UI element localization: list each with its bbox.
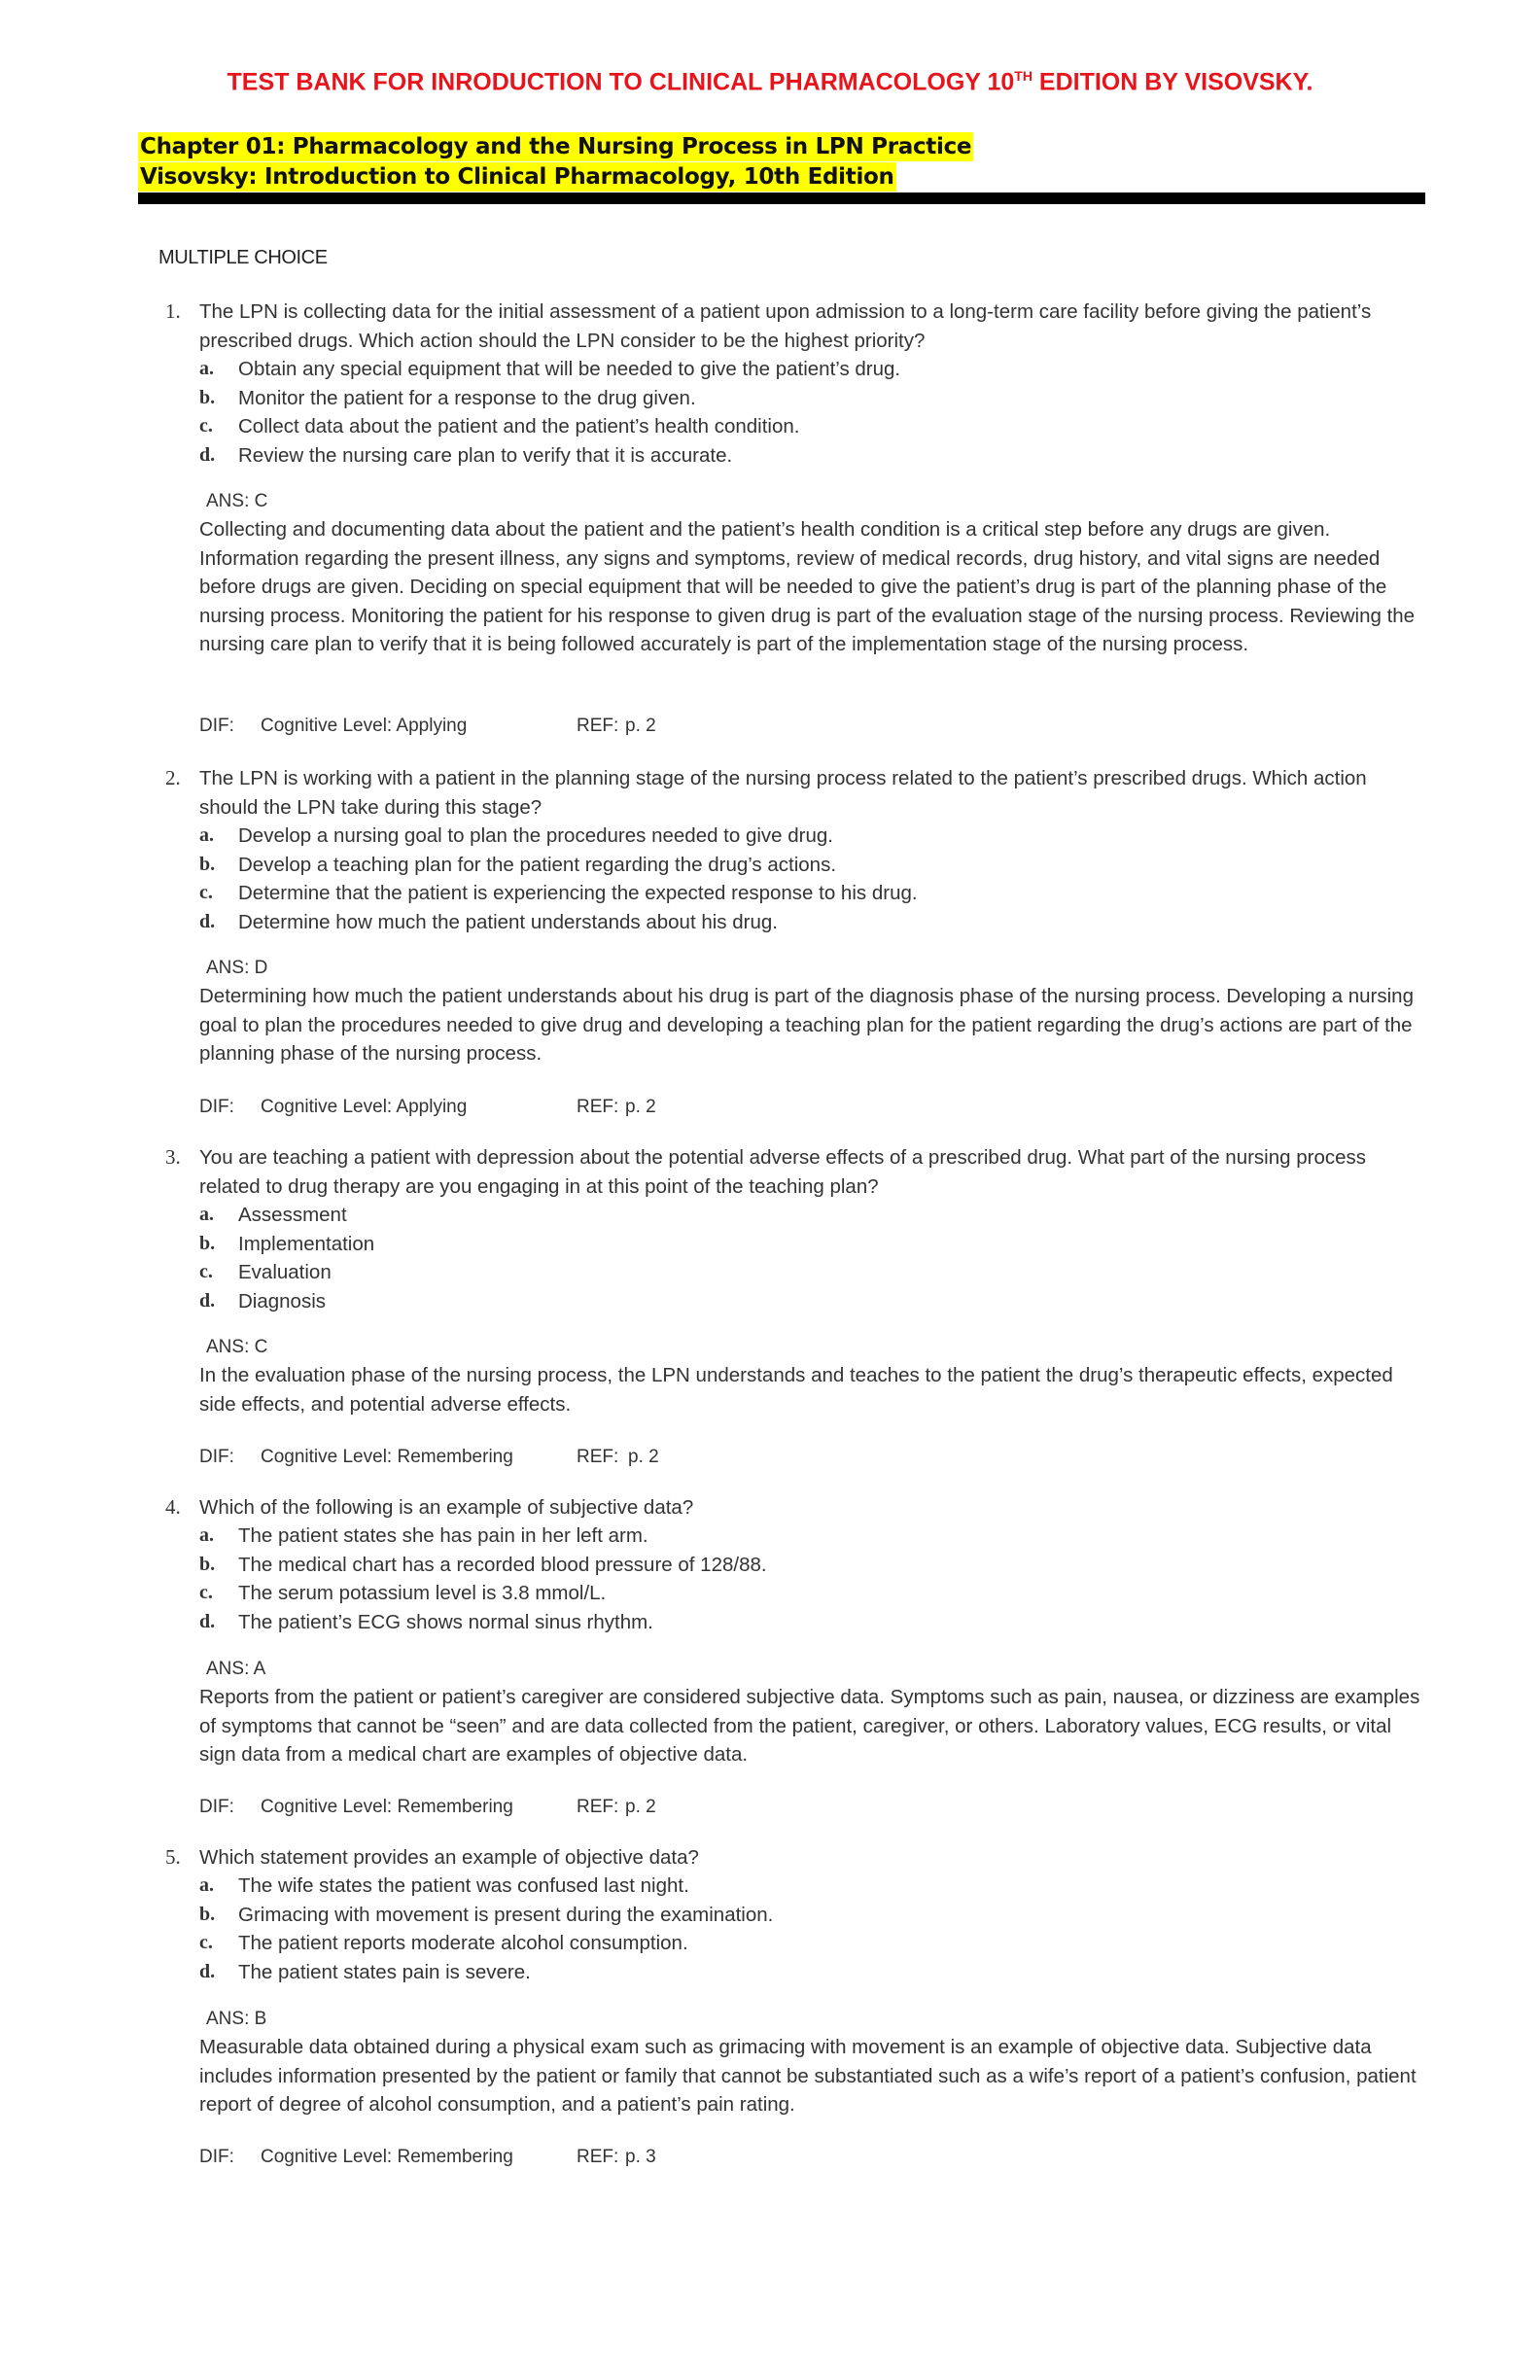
option-text: Grimacing with movement is present during the examination. <box>238 1903 774 1926</box>
option-list <box>0 1872 1540 1986</box>
title-end: EDITION BY VISOVSKY. <box>1032 68 1313 96</box>
option-letter: a. <box>199 824 214 846</box>
option-d <box>0 1287 1540 1316</box>
option-text: Monitor the patient for a response to the drug given. <box>238 386 696 409</box>
option-text: Diagnosis <box>238 1289 327 1312</box>
dif-label: DIF: <box>199 2147 234 2167</box>
option-letter: b. <box>199 1553 216 1575</box>
option-list <box>0 355 1540 470</box>
document-title <box>0 68 1540 96</box>
option-b <box>0 1551 1540 1580</box>
option-text: The medical chart has a recorded blood pressure of 128/88. <box>238 1553 767 1576</box>
option-letter: c. <box>199 1932 213 1953</box>
dif-value: Cognitive Level: Applying <box>261 716 468 736</box>
option-text: The patient states she has pain in her left arm. <box>238 1524 648 1547</box>
option-letter: d. <box>199 1610 216 1632</box>
option-c <box>0 1579 1540 1608</box>
rationale: Determining how much the patient understands about his drug is part of the diagnosis phase of the nursing process. Developing a nursing goal to plan the procedures needed to give drug and developing a teaching plan for the patient regarding the drug’s actions are part of the planning phase of the nursing process. <box>199 985 1414 1065</box>
option-text: The serum potassium level is 3.8 mmol/L. <box>238 1582 607 1604</box>
option-letter: d. <box>199 1289 216 1312</box>
question-stem: Which statement provides an example of objective data? <box>199 1846 699 1869</box>
question-number: 3. <box>165 1145 181 1169</box>
question-number: 2. <box>165 766 181 789</box>
question-number: 4. <box>165 1495 181 1519</box>
option-list <box>0 1201 1540 1315</box>
question-stem: You are teaching a patient with depression about the potential adverse effects of a prescribed drug. What part of the nursing process related to drug therapy are you engaging in at this point of the teaching plan? <box>199 1146 1367 1198</box>
option-text: The patient reports moderate alcohol consumption. <box>238 1932 688 1954</box>
header-divider <box>138 192 1425 204</box>
answer-key: ANS: C <box>206 1337 268 1357</box>
option-list <box>0 822 1540 936</box>
option-a <box>0 1872 1540 1901</box>
title-main: TEST BANK FOR INRODUCTION TO CLINICAL PHARMACOLOGY 10 <box>227 68 1015 96</box>
dif-label: DIF: <box>199 1797 234 1817</box>
option-text: Assessment <box>238 1204 347 1226</box>
option-b <box>0 851 1540 880</box>
question-number: 1. <box>165 299 181 323</box>
option-letter: a. <box>199 358 214 379</box>
option-d <box>0 441 1540 471</box>
ref-value: p. 2 <box>625 716 656 736</box>
option-letter: b. <box>199 1903 216 1925</box>
option-text: Determine how much the patient understands about his drug. <box>238 910 778 933</box>
rationale: Reports from the patient or patient’s caregiver are considered subjective data. Symptoms such as pain, nausea, or dizziness are examples of symptoms that cannot be “seen” and are data collected from the patient, caregiver, or others. Laboratory values, ECG results, or vital sign data from a medical chart are examples of objective data. <box>199 1686 1420 1766</box>
ref-value: p. 2 <box>628 1447 659 1467</box>
option-letter: d. <box>199 1960 216 1982</box>
answer-key: ANS: B <box>206 2009 267 2029</box>
question-stem: The LPN is collecting data for the initial assessment of a patient upon admission to a long-term care facility before giving the patient’s prescribed drugs. Which action should the LPN consider to be the highest priority? <box>199 300 1372 352</box>
option-c <box>0 1929 1540 1958</box>
option-d <box>0 1608 1540 1637</box>
option-a <box>0 355 1540 384</box>
option-text: Develop a nursing goal to plan the procedures needed to give drug. <box>238 824 834 847</box>
option-b <box>0 1230 1540 1259</box>
option-b <box>0 1901 1540 1930</box>
option-text: Obtain any special equipment that will be needed to give the patient’s drug. <box>238 358 901 380</box>
ref-label: REF: <box>577 2147 619 2167</box>
ref-label: REF: <box>577 1447 619 1467</box>
dif-value: Cognitive Level: Remembering <box>261 1447 513 1467</box>
option-a <box>0 1201 1540 1230</box>
option-d <box>0 908 1540 937</box>
question-stem: Which of the following is an example of subjective data? <box>199 1496 694 1519</box>
chapter-title: Chapter 01: Pharmacology and the Nursing Process in LPN Practice <box>140 134 972 159</box>
option-letter: b. <box>199 386 216 408</box>
option-letter: c. <box>199 1582 213 1603</box>
rationale: Collecting and documenting data about the patient and the patient’s health condition is a critical step before any drugs are given. Information regarding the present illness, any signs and symptoms, review of medical records, drug history, and vital signs are needed before drugs are given. Deciding on special equipment that will be needed to give the patient’s drug is part of the planning phase of the nursing process. Monitoring the patient for his response to given drug is part of the evaluation stage of the nursing process. Reviewing the nursing care plan to verify that it is being followed accurately is part of the implementation stage of the nursing process. <box>199 518 1416 655</box>
option-letter: a. <box>199 1524 214 1546</box>
option-text: The patient states pain is severe. <box>238 1960 531 1983</box>
option-letter: c. <box>199 882 213 903</box>
option-text: The patient’s ECG shows normal sinus rhythm. <box>238 1610 653 1633</box>
ref-value: p. 2 <box>625 1097 656 1117</box>
option-c <box>0 879 1540 908</box>
ref-label: REF: <box>577 1097 619 1117</box>
option-text: The wife states the patient was confused last night. <box>238 1874 689 1897</box>
option-a <box>0 822 1540 851</box>
dif-label: DIF: <box>199 1447 234 1467</box>
option-c <box>0 1258 1540 1287</box>
dif-value: Cognitive Level: Applying <box>261 1097 468 1117</box>
option-letter: b. <box>199 853 216 875</box>
ref-value: p. 2 <box>625 1797 656 1817</box>
chapter-heading <box>138 132 973 190</box>
option-a <box>0 1522 1540 1551</box>
rationale: Measurable data obtained during a physical exam such as grimacing with movement is an example of objective data. Subjective data includes information presented by the patient or family that cannot be substantiated such as a wife’s report of a patient’s confusion, patient report of degree of alcohol consumption, and a patient’s pain rating. <box>199 2036 1417 2116</box>
answer-key: ANS: A <box>206 1659 266 1679</box>
title-superscript: TH <box>1014 68 1032 84</box>
option-c <box>0 412 1540 441</box>
option-text: Evaluation <box>238 1261 332 1283</box>
ref-value: p. 3 <box>625 2147 656 2167</box>
answer-key: ANS: C <box>206 491 268 511</box>
option-letter: c. <box>199 1261 213 1282</box>
option-letter: d. <box>199 910 216 932</box>
option-letter: c. <box>199 415 213 437</box>
option-text: Implementation <box>238 1232 375 1255</box>
dif-label: DIF: <box>199 716 234 736</box>
option-letter: d. <box>199 443 216 466</box>
dif-value: Cognitive Level: Remembering <box>261 2147 513 2167</box>
question-stem: The LPN is working with a patient in the planning stage of the nursing process related to the patient’s prescribed drugs. Which action should the LPN take during this stage? <box>199 767 1367 819</box>
rationale: In the evaluation phase of the nursing process, the LPN understands and teaches to the patient the drug’s therapeutic effects, expected side effects, and potential adverse effects. <box>199 1364 1393 1416</box>
ref-label: REF: <box>577 716 619 736</box>
option-letter: b. <box>199 1232 216 1254</box>
ref-label: REF: <box>577 1797 619 1817</box>
question-number: 5. <box>165 1845 181 1869</box>
option-d <box>0 1958 1540 1987</box>
option-text: Collect data about the patient and the patient’s health condition. <box>238 415 800 438</box>
book-title: Visovsky: Introduction to Clinical Pharmacology, 10th Edition <box>140 164 894 190</box>
option-letter: a. <box>199 1874 214 1896</box>
option-letter: a. <box>199 1204 214 1225</box>
dif-value: Cognitive Level: Remembering <box>261 1797 513 1817</box>
option-text: Develop a teaching plan for the patient regarding the drug’s actions. <box>238 853 837 876</box>
dif-label: DIF: <box>199 1097 234 1117</box>
option-b <box>0 384 1540 413</box>
option-list <box>0 1522 1540 1636</box>
answer-key: ANS: D <box>206 958 268 978</box>
option-text: Review the nursing care plan to verify that it is accurate. <box>238 443 733 467</box>
option-text: Determine that the patient is experiencing the expected response to his drug. <box>238 882 918 904</box>
section-label: MULTIPLE CHOICE <box>158 247 328 268</box>
